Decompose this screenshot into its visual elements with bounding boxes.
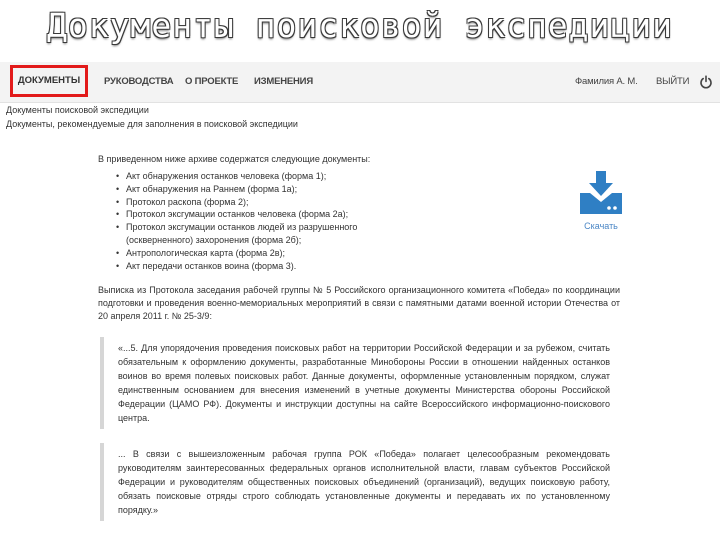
main-content bbox=[98, 153, 620, 521]
power-icon[interactable] bbox=[699, 75, 713, 89]
slide-title: Документы поисковой экспедиции bbox=[46, 6, 674, 45]
quote-block-2: ... В связи с вышеизложенным рабочая группа РОК «Победа» полагает целесообразным рекомендовать руководителям заинтересованных федеральных органов исполнительной власти, главам субъектов Российской Федерации и руководителям общественных поисковых объединений (организаций), ведущих поисковую работу, обязать поисковые отряды строго соблюдать установленные документы и передавать их по установленному порядку.» bbox=[100, 443, 620, 521]
list-item: • Протокол эксгумации останков человека (форма 2а); bbox=[126, 208, 396, 221]
list-item: • Антропологическая карта (форма 2в); bbox=[126, 247, 396, 260]
download-icon bbox=[576, 171, 626, 215]
list-item: • Акт передачи останков воина (форма 3). bbox=[126, 260, 396, 273]
nav-item-changes[interactable]: ИЗМЕНЕНИЯ bbox=[254, 76, 313, 87]
list-item: • Акт обнаружения останков человека (форма 1); bbox=[126, 170, 396, 183]
protocol-extract: Выписка из Протокола заседания рабочей группы № 5 Российского организационного комитета «Победа» по координации подготовки и проведения военно-мемориальных мероприятий в связи с памятными датами военной истории Отечества от 20 апреля 2011 г. № 25-3/9: bbox=[98, 285, 620, 322]
nav-item-guides[interactable]: РУКОВОДСТВА bbox=[104, 76, 174, 87]
intro-text: В приведенном ниже архиве содержатся следующие документы: bbox=[98, 154, 371, 164]
nav-item-documents[interactable] bbox=[10, 65, 88, 97]
document-list bbox=[98, 170, 396, 272]
breadcrumb-line-1[interactable]: Документы поисковой экспедиции bbox=[6, 105, 149, 115]
logout-link[interactable]: ВЫЙТИ bbox=[656, 76, 690, 87]
nav-item-about[interactable]: О ПРОЕКТЕ bbox=[185, 76, 239, 87]
list-item: • Акт обнаружения на Раннем (форма 1а); bbox=[126, 183, 396, 196]
breadcrumb bbox=[6, 103, 298, 131]
list-item: • Протокол раскопа (форма 2); bbox=[126, 196, 396, 209]
user-name-link[interactable]: Фамилия А. М. bbox=[575, 76, 638, 87]
list-item: • Протокол эксгумации останков людей из разрушенного (оскверненного) захоронения (форма 2б); bbox=[126, 221, 396, 247]
download-button[interactable] bbox=[576, 171, 626, 231]
breadcrumb-line-2: Документы, рекомендуемые для заполнения в поисковой экспедиции bbox=[6, 119, 298, 129]
browser-screenshot bbox=[0, 56, 720, 540]
download-label: Скачать bbox=[584, 221, 618, 231]
quote-block-1: «...5. Для упорядочения проведения поисковых работ на территории Российской Федерации и за рубежом, считать обязательным к оформлению документы, разработанные Минобороны России в отношении найденных останков воинов во время полевых поисковых работ. Данные документы, оформленные установленным порядком, служат единственным основанием для внесения изменений в учетные документы Министерства обороны Российской Федерации (ЦАМО РФ). Документы и инструкции доступны на сайте Всероссийского информационно-поискового центра. bbox=[100, 337, 620, 429]
top-navbar bbox=[0, 62, 720, 103]
nav-item-documents-label: ДОКУМЕНТЫ bbox=[17, 75, 81, 86]
